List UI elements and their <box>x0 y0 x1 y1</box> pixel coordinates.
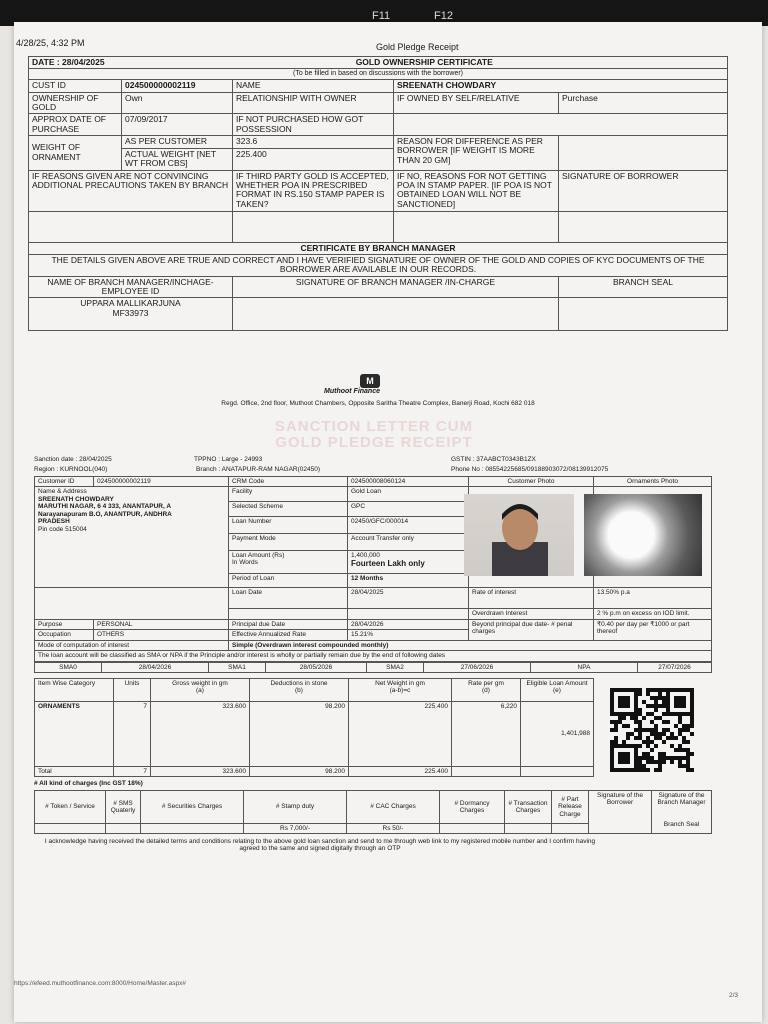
ornaments-photo <box>584 494 702 576</box>
sma2-date: 27/06/2026 <box>424 663 531 673</box>
crm-code-label: CRM Code <box>229 477 348 487</box>
payment-mode-label: Payment Mode <box>229 533 348 550</box>
sma-dates-table <box>34 662 712 673</box>
beyond-value: ₹0.40 per day per ₹1000 or part thereof <box>594 619 712 640</box>
scheme-value: GPC <box>348 502 469 517</box>
branch-seal-label-2: Branch Seal <box>663 820 700 828</box>
charge-value-token <box>35 824 106 834</box>
f11-key-label: F11 <box>372 10 391 22</box>
item-wise-table <box>34 678 594 777</box>
loan-amount-cell <box>348 550 469 573</box>
muthoot-logo-icon: M <box>360 374 380 388</box>
branch: Branch : ANATAPUR-RAM NAGAR(02450) <box>196 466 321 473</box>
npa-date: 27/07/2026 <box>638 663 712 673</box>
facility-label: Facility <box>229 487 348 502</box>
gold-ownership-certificate <box>28 56 728 331</box>
charge-value-stamp: Rs 7,000/- <box>244 824 347 834</box>
sanction-date: Sanction date : 28/04/2025 <box>34 456 112 463</box>
gstin: GSTIN : 37AABCT0343B1ZX <box>451 456 536 463</box>
cert-title: GOLD OWNERSHIP CERTIFICATE <box>122 57 728 69</box>
name-address-cell <box>35 487 229 588</box>
charge-part-release: # Part Release Charge <box>552 791 589 824</box>
not-purchased-label: IF NOT PURCHASED HOW GOT POSSESSION <box>233 114 394 136</box>
occupation-value: OTHERS <box>94 630 229 640</box>
head-gross: Gross weight in gm (a) <box>151 679 250 702</box>
customer-id-value: 024500000002119 <box>94 477 229 487</box>
purchase-date-label: APPROX DATE OF PURCHASE <box>29 114 122 136</box>
charge-value-cac: Rs 50/- <box>347 824 440 834</box>
if-no-label: IF NO, REASONS FOR NOT GETTING POA IN STAMP PAPER. [IF POA IS NOT OBTAINED LOAN WILL NOT BE SANCTIONED] <box>394 170 559 211</box>
period-value: 12 Months <box>348 573 469 588</box>
branch-seal-label: BRANCH SEAL <box>559 276 728 298</box>
name-value: SREENATH CHOWDARY <box>394 80 728 92</box>
ornaments-photo-label: Ornaments Photo <box>594 477 712 487</box>
loan-amount-value: 1,400,000 <box>351 551 380 559</box>
overdrawn-value: 2 % p.m on excess on IOD limit. <box>594 609 712 619</box>
sig-manager-cell <box>652 791 712 834</box>
name-label: NAME <box>233 80 394 92</box>
page-title: Gold Pledge Receipt <box>376 42 459 52</box>
charge-value-transaction <box>505 824 552 834</box>
head-category: Item Wise Category <box>35 679 114 702</box>
item-eligible: 1,401,988 <box>521 702 594 767</box>
customer-photo-label: Customer Photo <box>469 477 594 487</box>
ear-value: 15.21% <box>348 630 469 640</box>
ear-label: Effective Annualized Rate <box>229 630 348 640</box>
region: Region : KURNOOL(040) <box>34 466 108 473</box>
f12-key-label: F12 <box>434 10 453 22</box>
total-gross: 323.600 <box>151 767 250 777</box>
relationship-label: RELATIONSHIP WITH OWNER <box>233 92 394 114</box>
weight-label: WEIGHT OF ORNAMENT <box>29 136 122 170</box>
principal-due-value: 28/04/2026 <box>348 619 469 629</box>
charge-securities: # Securities Charges <box>141 791 244 824</box>
period-label: Period of Loan <box>229 573 348 588</box>
table-row <box>35 702 594 767</box>
total-row <box>35 767 594 777</box>
name-address-label: Name & Address <box>38 488 87 496</box>
item-deductions: 98.200 <box>250 702 349 767</box>
qr-code <box>610 688 694 772</box>
acknowledgement: I acknowledge having received the detailed terms and conditions relating to the above gold loan sanction and send to me through web link to my registered mobile number and I confirm having agreed to the same and signed digitally through an OTP <box>44 838 596 853</box>
phone: Phone No : 08554225685/09188903072/08139912075 <box>451 466 609 473</box>
bm-name-label: NAME OF BRANCH MANAGER/INCHAGE-EMPLOYEE ID <box>29 276 233 298</box>
company-name: Muthoot Finance <box>324 388 380 395</box>
charge-token: # Token / Service <box>35 791 106 824</box>
if-reasons-label: IF REASONS GIVEN ARE NOT CONVINCING ADDITIONAL PRECAUTIONS TAKEN BY BRANCH <box>29 170 233 211</box>
bm-name-cell <box>29 298 233 331</box>
loan-date-value: 28/04/2025 <box>348 588 469 609</box>
item-category: ORNAMENTS <box>35 702 114 767</box>
charge-value-sms <box>106 824 141 834</box>
rate-value: 13.50% p.a <box>594 588 712 609</box>
print-timestamp: 4/28/25, 4:32 PM <box>16 38 85 48</box>
page-number: 2/3 <box>728 992 738 999</box>
customer-id-label: Customer ID <box>35 477 94 487</box>
overdrawn-label: Overdrawn Interest <box>469 609 594 619</box>
bm-sign-label: SIGNATURE OF BRANCH MANAGER /IN-CHARGE <box>233 276 559 298</box>
if-owned-value: Purchase <box>559 92 728 114</box>
ownership-label: OWNERSHIP OF GOLD <box>29 92 122 114</box>
principal-due-label: Principal due Date <box>229 619 348 629</box>
sma0-label: SMA0 <box>35 663 102 673</box>
printed-page <box>14 22 762 1022</box>
charge-sms: # SMS Quaterly <box>106 791 141 824</box>
name-address-value: SREENATH CHOWDARY MARUTHI NAGAR, 6 4 333, ANANTAPUR, A Narayanapuram B.O, ANANTPUR, ANDHRA PRADESH <box>38 495 172 526</box>
third-party-label: IF THIRD PARTY GOLD IS ACCEPTED, WHETHER POA IN PRESCRIBED FORMAT IN RS.150 STAMP PAPER IS TAKEN? <box>233 170 394 211</box>
customer-photo <box>464 494 574 576</box>
total-deductions: 98.200 <box>250 767 349 777</box>
total-units: 7 <box>114 767 151 777</box>
charge-cac: # CAC Charges <box>347 791 440 824</box>
head-eligible: Eligible Loan Amount (e) <box>521 679 594 702</box>
head-net: Net Weight in gm (a-b)=c <box>349 679 452 702</box>
charge-stamp: # Stamp duty <box>244 791 347 824</box>
loan-number-value: 02450/GFC/000014 <box>348 516 469 533</box>
item-net: 225.400 <box>349 702 452 767</box>
mode-label: Mode of computation of interest <box>35 640 229 650</box>
charges-table <box>34 790 712 834</box>
charge-value-dormancy <box>440 824 505 834</box>
signature-borrower-label: SIGNATURE OF BORROWER <box>559 170 728 211</box>
charge-dormancy: # Dormancy Charges <box>440 791 505 824</box>
loan-date-label: Loan Date <box>229 588 348 609</box>
if-owned-label: IF OWNED BY SELF/RELATIVE <box>394 92 559 114</box>
sig-manager-label: Signature of the Branch Manager <box>657 792 706 807</box>
item-gross: 323.600 <box>151 702 250 767</box>
charges-title: # All kind of charges (Inc GST 18%) <box>34 780 143 787</box>
sma-note: The loan account will be classified as SMA or NPA if the Principle and/or interest is wholly or partially remain due by the end of following dates <box>35 651 712 661</box>
payment-mode-value: Account Transfer only <box>348 533 469 550</box>
cust-id-label: CUST ID <box>29 80 122 92</box>
sma1-label: SMA1 <box>209 663 266 673</box>
sma0-date: 28/04/2026 <box>102 663 209 673</box>
regd-office: Regd. Office, 2nd floor, Muthoot Chambers, Opposite Saritha Theatre Complex, Banerji Road, Kochi 682 018 <box>221 400 535 407</box>
loan-number-label: Loan Number <box>229 516 348 533</box>
watermark-line-2: GOLD PLEDGE RECEIPT <box>275 434 473 451</box>
head-units: Units <box>114 679 151 702</box>
reason-diff-label: REASON FOR DIFFERENCE AS PER BORROWER [IF WEIGHT IS MORE THAN 20 GM] <box>394 136 559 170</box>
bm-id-value: MF33973 <box>112 307 149 318</box>
crm-code-value: 024500008060124 <box>348 477 469 487</box>
total-label: Total <box>35 767 114 777</box>
charge-transaction: # Transaction Charges <box>505 791 552 824</box>
occupation-label: Occupation <box>35 630 94 640</box>
cert-subtitle: (To be filled in based on discussions with the borrower) <box>29 69 728 80</box>
ownership-value: Own <box>122 92 233 114</box>
branch-cert-title: CERTIFICATE BY BRANCH MANAGER <box>29 242 728 254</box>
total-net: 225.400 <box>349 767 452 777</box>
charge-value-securities <box>141 824 244 834</box>
watermark-line-1: SANCTION LETTER CUM <box>274 418 474 435</box>
beyond-label: Beyond principal due date- # penal charges <box>469 619 594 640</box>
as-per-customer-label: AS PER CUSTOMER <box>122 136 233 149</box>
pin-label: Pin code <box>38 525 64 533</box>
purpose-label: Purpose <box>35 619 94 629</box>
scheme-label: Selected Scheme <box>229 502 348 517</box>
sig-borrower-label: Signature of the Borrower <box>589 791 652 834</box>
cust-id-value: 024500000002119 <box>122 80 233 92</box>
as-per-customer-value: 323.6 <box>233 136 394 149</box>
branch-cert-text: THE DETAILS GIVEN ABOVE ARE TRUE AND CORRECT AND I HAVE VERIFIED SIGNATURE OF OWNER OF THE GOLD AND COPIES OF KYC DOCUMENTS OF THE BORROWER ARE AVAILABLE IN OUR RECORDS. <box>29 254 728 276</box>
actual-weight-value: 225.400 <box>233 148 394 170</box>
sma1-date: 28/05/2026 <box>266 663 367 673</box>
purchase-date-value: 07/09/2017 <box>122 114 233 136</box>
loan-amount-label: Loan Amount (Rs) In Words <box>229 550 348 573</box>
mode-value: Simple (Overdrawn interest compounded monthly) <box>229 640 712 650</box>
actual-weight-label: ACTUAL WEIGHT [NET WT FROM CBS] <box>122 148 233 170</box>
rate-label: Rate of interest <box>469 588 594 609</box>
item-rate: 6,220 <box>452 702 521 767</box>
cert-date: DATE : 28/04/2025 <box>29 57 122 69</box>
item-units: 7 <box>114 702 151 767</box>
sma2-label: SMA2 <box>367 663 424 673</box>
charge-value-part-release <box>552 824 589 834</box>
tppno: TPPNO : Large - 24993 <box>194 456 263 463</box>
person-icon <box>464 494 574 576</box>
loan-amount-words: Fourteen Lakh only <box>351 559 425 569</box>
facility-value: Gold Loan <box>348 487 469 502</box>
head-deductions: Deductions in stone (b) <box>250 679 349 702</box>
bm-name-value: UPPARA MALLIKARJUNA <box>80 298 181 309</box>
purpose-value: PERSONAL <box>94 619 229 629</box>
npa-label: NPA <box>531 663 638 673</box>
footer-url: https://efeed.muthootfinance.com:8000/Home/Master.aspx# <box>14 980 186 987</box>
pin-value: 515004 <box>65 525 87 533</box>
head-rate: Rate per gm (d) <box>452 679 521 702</box>
